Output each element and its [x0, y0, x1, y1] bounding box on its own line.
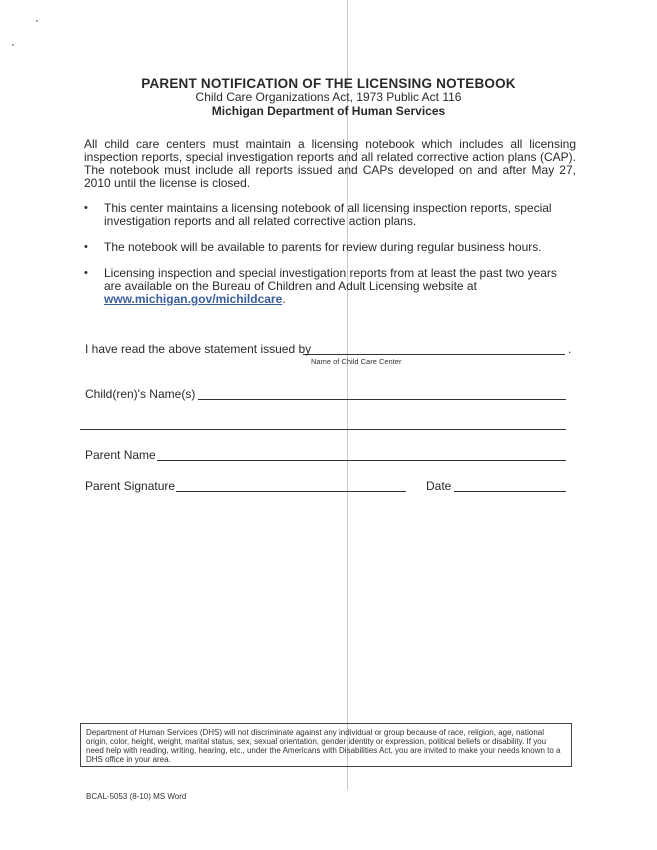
document-subtitle: Child Care Organizations Act, 1973 Public Act 116: [195, 90, 462, 104]
intro-paragraph: All child care centers must maintain a licensing notebook which includes all licensing inspection reports, special investigation reports and all related corrective action plans (CAP). The notebook must include all reports issued and CAPs developed on and after May 27, 2010 until the license is closed.: [84, 137, 576, 190]
children-names-label: Child(ren)'s Name(s): [85, 387, 196, 401]
bullet-item: [84, 202, 576, 228]
bullet-list: [84, 202, 576, 319]
form-code: BCAL-5053 (8-10) MS Word: [86, 792, 187, 801]
document-title: PARENT NOTIFICATION OF THE LICENSING NOTEBOOK: [141, 76, 516, 91]
parent-signature-field[interactable]: [176, 491, 406, 492]
date-label: Date: [426, 479, 452, 493]
date-field[interactable]: [454, 491, 566, 492]
bullet-item: [84, 267, 576, 306]
scan-speck: [36, 20, 38, 22]
bullet-text: This center maintains a licensing notebook of all licensing inspection reports, special investigation reports and all related corrective action plans.: [104, 201, 552, 228]
parent-name-field[interactable]: [157, 460, 566, 461]
children-names-field[interactable]: [198, 399, 566, 400]
website-link-period: .: [282, 292, 286, 306]
bullet-text: The notebook will be available to parents for review during regular business hours.: [104, 240, 542, 254]
bullet-text: Licensing inspection and special investigation reports from at least the past two years are available on the Bureau of Children and Adult Licensing website at: [104, 266, 557, 293]
children-names-field-line-2[interactable]: [80, 429, 566, 430]
bullet-item: [84, 241, 576, 254]
statement-label: I have read the above statement issued by: [85, 342, 312, 356]
website-link[interactable]: www.michigan.gov/michildcare: [104, 292, 283, 306]
bullet-icon: •: [84, 241, 88, 253]
bullet-icon: •: [84, 202, 88, 214]
center-name-field[interactable]: [303, 354, 565, 355]
parent-name-label: Parent Name: [85, 448, 156, 462]
scan-speck: [12, 44, 14, 46]
bullet-icon: •: [84, 267, 88, 279]
scan-artifact-line: [347, 0, 348, 790]
center-name-caption: Name of Child Care Center: [311, 357, 402, 366]
non-discrimination-notice: Department of Human Services (DHS) will not discriminate against any individual or group because of race, religion, age, national origin, color, height, weight, marital status, sex, sexual orientation, gender identity or expression, political beliefs or disability. If you need help with reading, writing, hearing, etc., under the Americans with Disabilities Act, you are invited to make your needs known to a DHS office in your area.: [80, 723, 572, 767]
parent-signature-label: Parent Signature: [85, 479, 176, 493]
department-name: Michigan Department of Human Services: [211, 104, 446, 118]
document-header: [0, 76, 657, 118]
statement-period: .: [568, 342, 572, 356]
